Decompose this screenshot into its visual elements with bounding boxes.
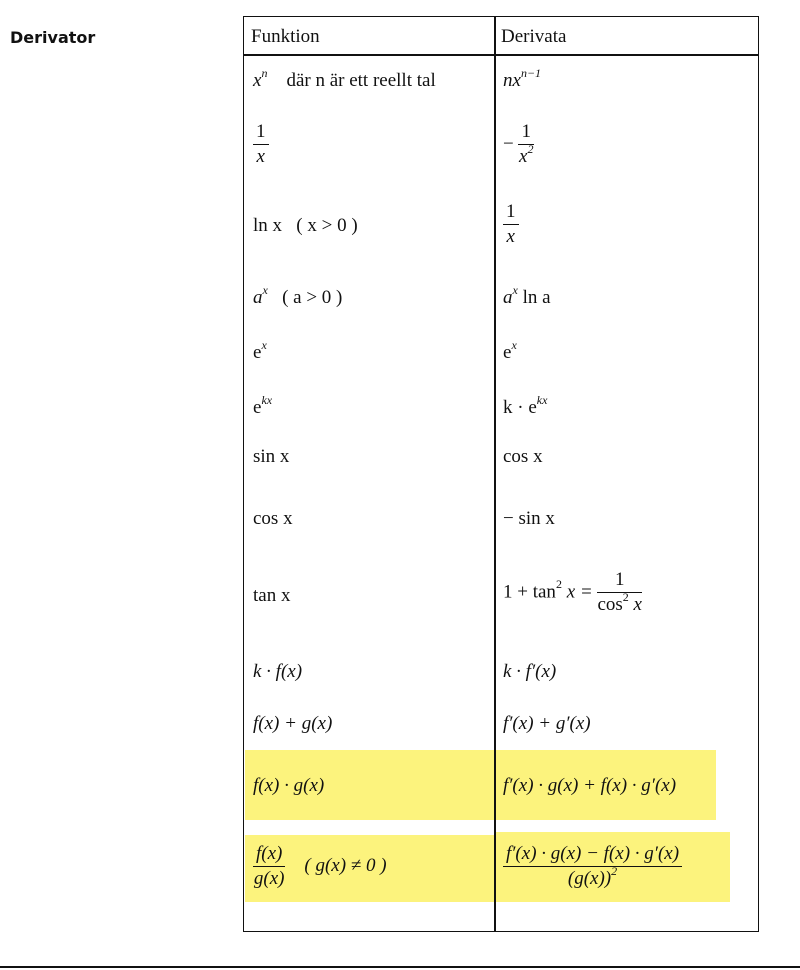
deriv-sin: cos x xyxy=(503,446,543,467)
func-exp-ekx: $e^{kx}$ xyxy=(253,393,273,418)
header-divider xyxy=(243,54,759,56)
deriv-exp-a: $a^x$ ln a xyxy=(503,283,551,308)
column-divider xyxy=(494,16,496,932)
deriv-cos: − sin x xyxy=(503,508,555,529)
func-tan: tan x xyxy=(253,585,291,606)
bottom-rule xyxy=(0,966,800,968)
func-reciprocal: $\frac{1}{x}$ xyxy=(253,120,269,169)
section-title: Derivator xyxy=(10,28,96,47)
func-sum: f(x) + g(x) xyxy=(253,713,333,734)
header-function: Funktion xyxy=(251,26,320,47)
func-power: $x^n$ där n är ett reellt tal xyxy=(253,66,436,91)
deriv-power: $nx^{n-1}$ xyxy=(503,66,542,91)
func-cos: cos x xyxy=(253,508,293,529)
func-exp-e: $e^x$ xyxy=(253,338,267,363)
func-sin: sin x xyxy=(253,446,290,467)
func-const: k · f(x) xyxy=(253,661,303,682)
deriv-reciprocal: − $\frac{1}{x^2}$ xyxy=(503,121,534,167)
deriv-const: k · f′(x) xyxy=(503,661,557,682)
deriv-product: f′(x) · g(x) + f(x) · g′(x) xyxy=(503,775,677,796)
func-ln: ln x ( x > 0 ) xyxy=(253,215,358,236)
deriv-quotient: $\frac{f'(x) \cdot g(x) - f(x) \cdot g'(x)}{(g(x))^2}$ xyxy=(503,842,682,892)
deriv-exp-ekx: $k \cdot e^{kx}$ xyxy=(503,393,548,418)
func-quotient: $\frac{f(x)}{g(x)}$ ( g(x) ≠ 0 ) xyxy=(253,843,387,889)
func-product: f(x) · g(x) xyxy=(253,775,325,796)
header-derivative: Derivata xyxy=(501,26,567,47)
deriv-ln: $\frac{1}{x}$ xyxy=(503,200,519,249)
deriv-exp-e: $e^x$ xyxy=(503,338,517,363)
deriv-tan: $1 + \tan^2 x$ = $\frac{1}{\cos^2 x}$ xyxy=(503,569,642,615)
deriv-sum: f′(x) + g′(x) xyxy=(503,713,591,734)
func-exp-a: $a^x$ ( a > 0 ) xyxy=(253,283,343,308)
